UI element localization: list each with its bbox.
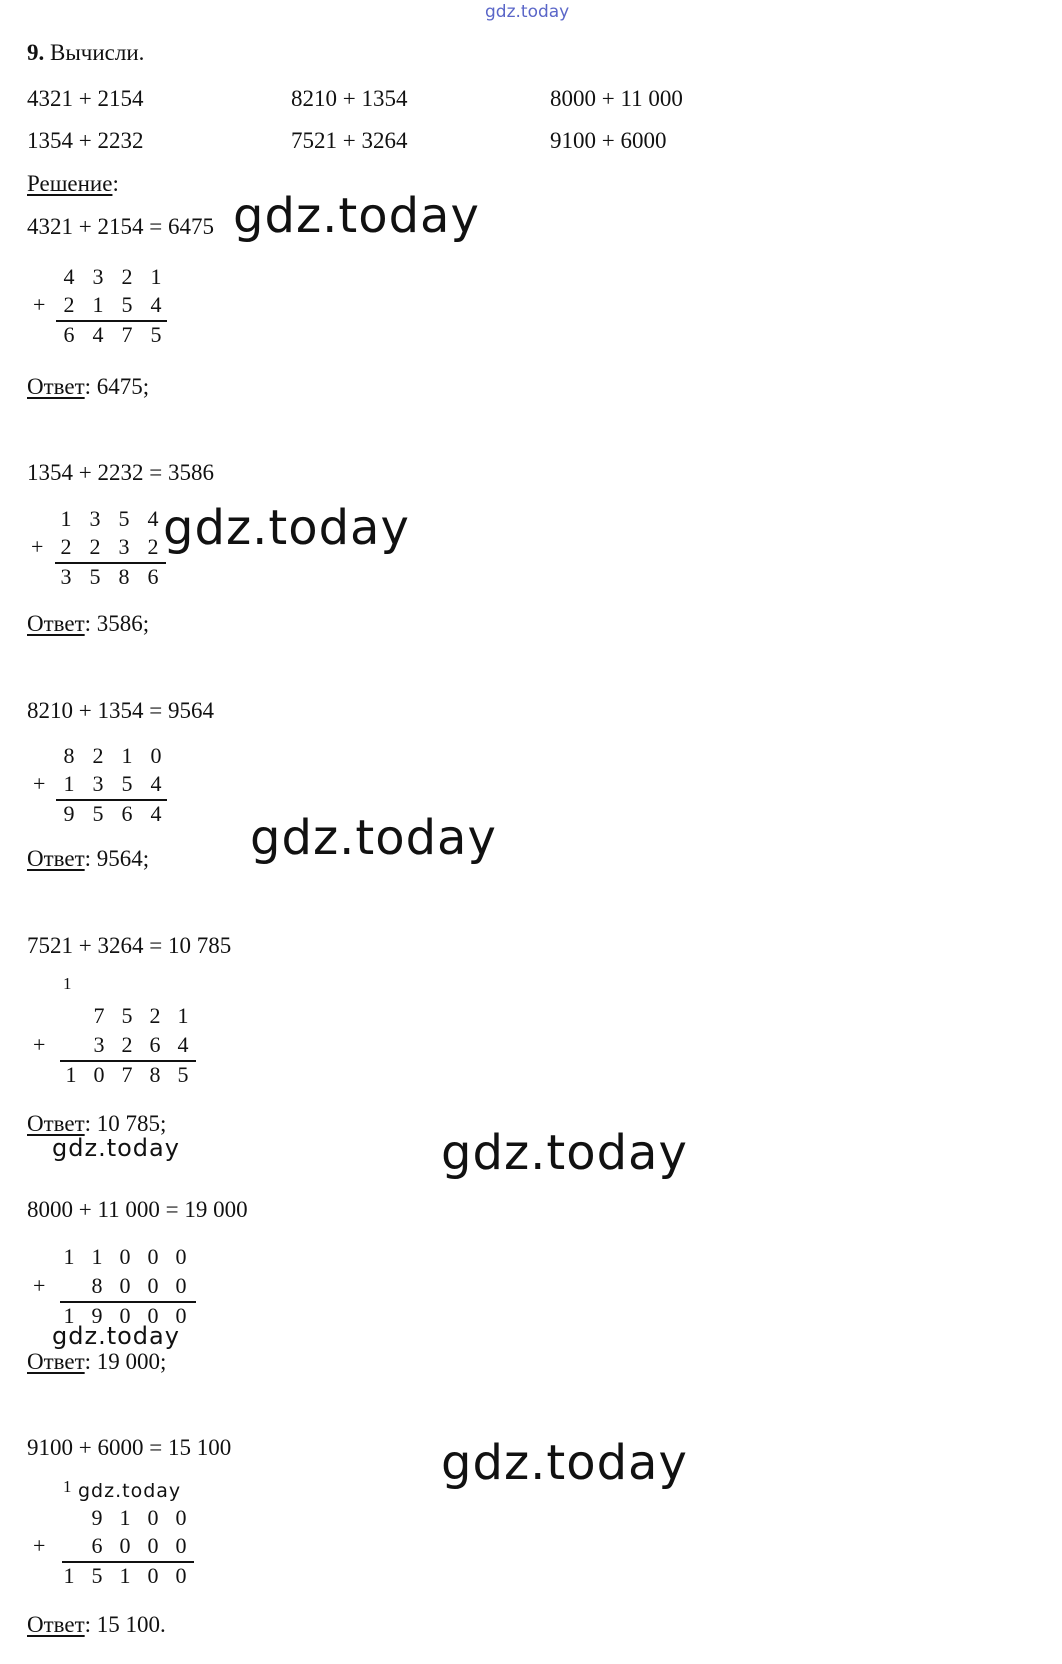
solution-2-equation: 1354 + 2232 = 3586 bbox=[27, 460, 214, 485]
exercise-r2-c2: 7521 + 3264 bbox=[291, 128, 408, 153]
digit: 3 bbox=[89, 506, 101, 531]
plus-sign: + bbox=[33, 1273, 46, 1298]
digit: 0 bbox=[119, 1303, 131, 1328]
digit: 3 bbox=[118, 534, 130, 559]
solution-6-answer: Ответ: 15 100. bbox=[27, 1612, 166, 1637]
digit: 0 bbox=[119, 1533, 131, 1558]
digit: 0 bbox=[147, 1303, 159, 1328]
watermark: gdz.today bbox=[52, 1322, 180, 1350]
watermark: gdz.today bbox=[441, 1125, 688, 1181]
solution-4-equation: 7521 + 3264 = 10 785 bbox=[27, 933, 232, 958]
digit: 2 bbox=[121, 264, 133, 289]
digit: 1 bbox=[121, 743, 133, 768]
watermark: gdz.today bbox=[250, 810, 497, 866]
digit: 8 bbox=[149, 1062, 161, 1087]
solution-5-answer: Ответ: 19 000; bbox=[27, 1349, 167, 1374]
digit: 9 bbox=[91, 1303, 103, 1328]
task-title: Вычисли. bbox=[50, 40, 145, 65]
digit: 3 bbox=[60, 564, 72, 589]
digit: 2 bbox=[92, 743, 104, 768]
digit: 1 bbox=[65, 1062, 77, 1087]
digit: 5 bbox=[89, 564, 101, 589]
digit: 0 bbox=[175, 1244, 187, 1269]
solution-3-equation: 8210 + 1354 = 9564 bbox=[27, 698, 214, 723]
digit: 3 bbox=[92, 771, 104, 796]
digit: 0 bbox=[175, 1303, 187, 1328]
digit: 6 bbox=[63, 322, 75, 347]
digit: 5 bbox=[118, 506, 130, 531]
digit: 9 bbox=[63, 801, 75, 826]
digit: 1 bbox=[177, 1003, 189, 1028]
digit: 5 bbox=[121, 771, 133, 796]
exercise-r1-c3: 8000 + 11 000 bbox=[550, 86, 683, 111]
digit: 8 bbox=[91, 1273, 103, 1298]
digit: 0 bbox=[175, 1563, 187, 1588]
digit: 0 bbox=[175, 1273, 187, 1298]
digit: 1 bbox=[91, 1244, 103, 1269]
digit: 6 bbox=[121, 801, 133, 826]
plus-sign: + bbox=[31, 534, 44, 559]
digit: 0 bbox=[147, 1533, 159, 1558]
task-number: 9. bbox=[27, 40, 45, 65]
digit: 0 bbox=[147, 1273, 159, 1298]
solution-3-answer: Ответ: 9564; bbox=[27, 846, 150, 871]
digit: 6 bbox=[149, 1032, 161, 1057]
solution-6-equation: 9100 + 6000 = 15 100 bbox=[27, 1435, 232, 1460]
digit: 1 bbox=[63, 771, 75, 796]
digit: 4 bbox=[177, 1032, 189, 1057]
digit: 2 bbox=[121, 1032, 133, 1057]
digit: 2 bbox=[147, 534, 159, 559]
digit: 7 bbox=[121, 1062, 133, 1087]
digit: 6 bbox=[91, 1533, 103, 1558]
digit: 5 bbox=[121, 292, 133, 317]
watermark: gdz.today bbox=[441, 1435, 688, 1491]
watermark: gdz.today bbox=[163, 500, 410, 556]
solution-2-answer: Ответ: 3586; bbox=[27, 611, 150, 636]
digit: 1 bbox=[63, 1303, 75, 1328]
digit: 8 bbox=[118, 564, 130, 589]
digit: 7 bbox=[93, 1003, 105, 1028]
digit: 0 bbox=[150, 743, 162, 768]
plus-sign: + bbox=[33, 771, 46, 796]
digit: 4 bbox=[63, 264, 75, 289]
digit: 0 bbox=[147, 1563, 159, 1588]
digit: 0 bbox=[147, 1244, 159, 1269]
exercise-r1-c2: 8210 + 1354 bbox=[291, 86, 408, 111]
plus-sign: + bbox=[33, 1533, 46, 1558]
carry-digit: 1 bbox=[63, 974, 72, 993]
digit: 4 bbox=[92, 322, 104, 347]
task-heading bbox=[27, 40, 144, 66]
digit: 4 bbox=[150, 771, 162, 796]
solution-4-answer: Ответ: 10 785; bbox=[27, 1111, 167, 1136]
plus-sign: + bbox=[33, 1032, 46, 1057]
digit: 5 bbox=[121, 1003, 133, 1028]
digit: 1 bbox=[119, 1505, 131, 1530]
digit: 4 bbox=[150, 292, 162, 317]
solution-5-equation: 8000 + 11 000 = 19 000 bbox=[27, 1197, 248, 1222]
digit: 0 bbox=[147, 1505, 159, 1530]
digit: 3 bbox=[93, 1032, 105, 1057]
solution-1-answer: Ответ: 6475; bbox=[27, 374, 150, 399]
digit: 1 bbox=[150, 264, 162, 289]
header-watermark: gdz.today bbox=[485, 2, 570, 22]
exercise-r2-c1: 1354 + 2232 bbox=[27, 128, 144, 153]
watermark: gdz.today bbox=[78, 1480, 182, 1502]
digit: 0 bbox=[119, 1273, 131, 1298]
digit: 4 bbox=[147, 506, 159, 531]
digit: 3 bbox=[92, 264, 104, 289]
carry-digit: 1 bbox=[63, 1477, 72, 1496]
digit: 1 bbox=[60, 506, 72, 531]
digit: 2 bbox=[89, 534, 101, 559]
digit: 5 bbox=[92, 801, 104, 826]
digit: 9 bbox=[91, 1505, 103, 1530]
solution-label: Решение: bbox=[27, 171, 119, 196]
solution-1-equation: 4321 + 2154 = 6475 bbox=[27, 214, 214, 239]
exercise-r2-c3: 9100 + 6000 bbox=[550, 128, 667, 153]
digit: 2 bbox=[60, 534, 72, 559]
digit: 1 bbox=[92, 292, 104, 317]
exercise-r1-c1: 4321 + 2154 bbox=[27, 86, 144, 111]
watermark: gdz.today bbox=[52, 1134, 180, 1162]
digit: 7 bbox=[121, 322, 133, 347]
digit: 1 bbox=[63, 1244, 75, 1269]
digit: 0 bbox=[175, 1505, 187, 1530]
digit: 8 bbox=[63, 743, 75, 768]
digit: 2 bbox=[63, 292, 75, 317]
digit: 1 bbox=[63, 1563, 75, 1588]
digit: 2 bbox=[149, 1003, 161, 1028]
digit: 4 bbox=[150, 801, 162, 826]
digit: 5 bbox=[91, 1563, 103, 1588]
digit: 1 bbox=[119, 1563, 131, 1588]
digit: 5 bbox=[150, 322, 162, 347]
watermark: gdz.today bbox=[233, 188, 480, 244]
digit: 5 bbox=[177, 1062, 189, 1087]
plus-sign: + bbox=[33, 292, 46, 317]
digit: 0 bbox=[119, 1244, 131, 1269]
digit: 6 bbox=[147, 564, 159, 589]
digit: 0 bbox=[93, 1062, 105, 1087]
digit: 0 bbox=[175, 1533, 187, 1558]
